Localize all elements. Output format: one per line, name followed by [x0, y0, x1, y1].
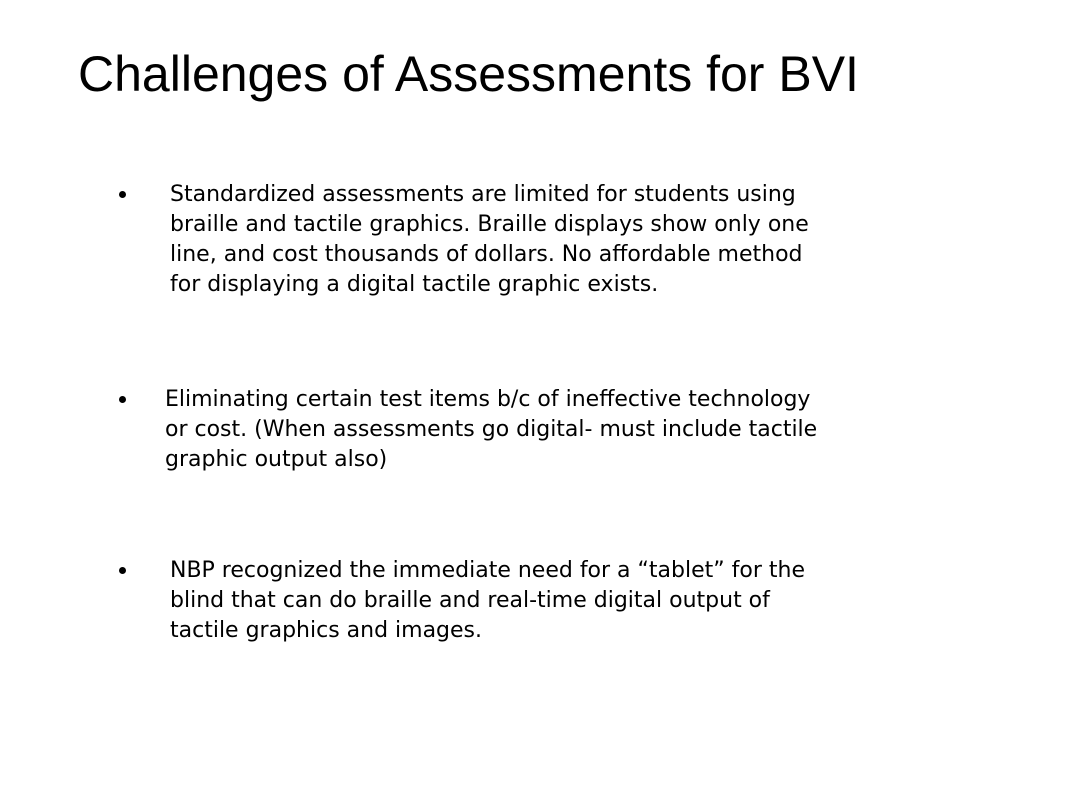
bullet-text: Standardized assessments are limited for students using braille and tactile graphics. Braille displays show only one line, and cost thousands of dollars. No affordable method for displaying a digital tactile graphic exists. — [170, 182, 809, 297]
bullet-icon — [119, 396, 126, 403]
bullet-icon — [119, 567, 126, 574]
bullet-text: NBP recognized the immediate need for a “tablet” for the blind that can do braille and real-time digital output of tactile graphics and images. — [170, 558, 806, 643]
slide-title: Challenges of Assessments for BVI — [78, 46, 859, 102]
bullet-icon — [119, 191, 126, 198]
bullet-text: Eliminating certain test items b/c of ineffective technology or cost. (When assessments go digital- must include tactile graphic output also) — [165, 387, 818, 472]
